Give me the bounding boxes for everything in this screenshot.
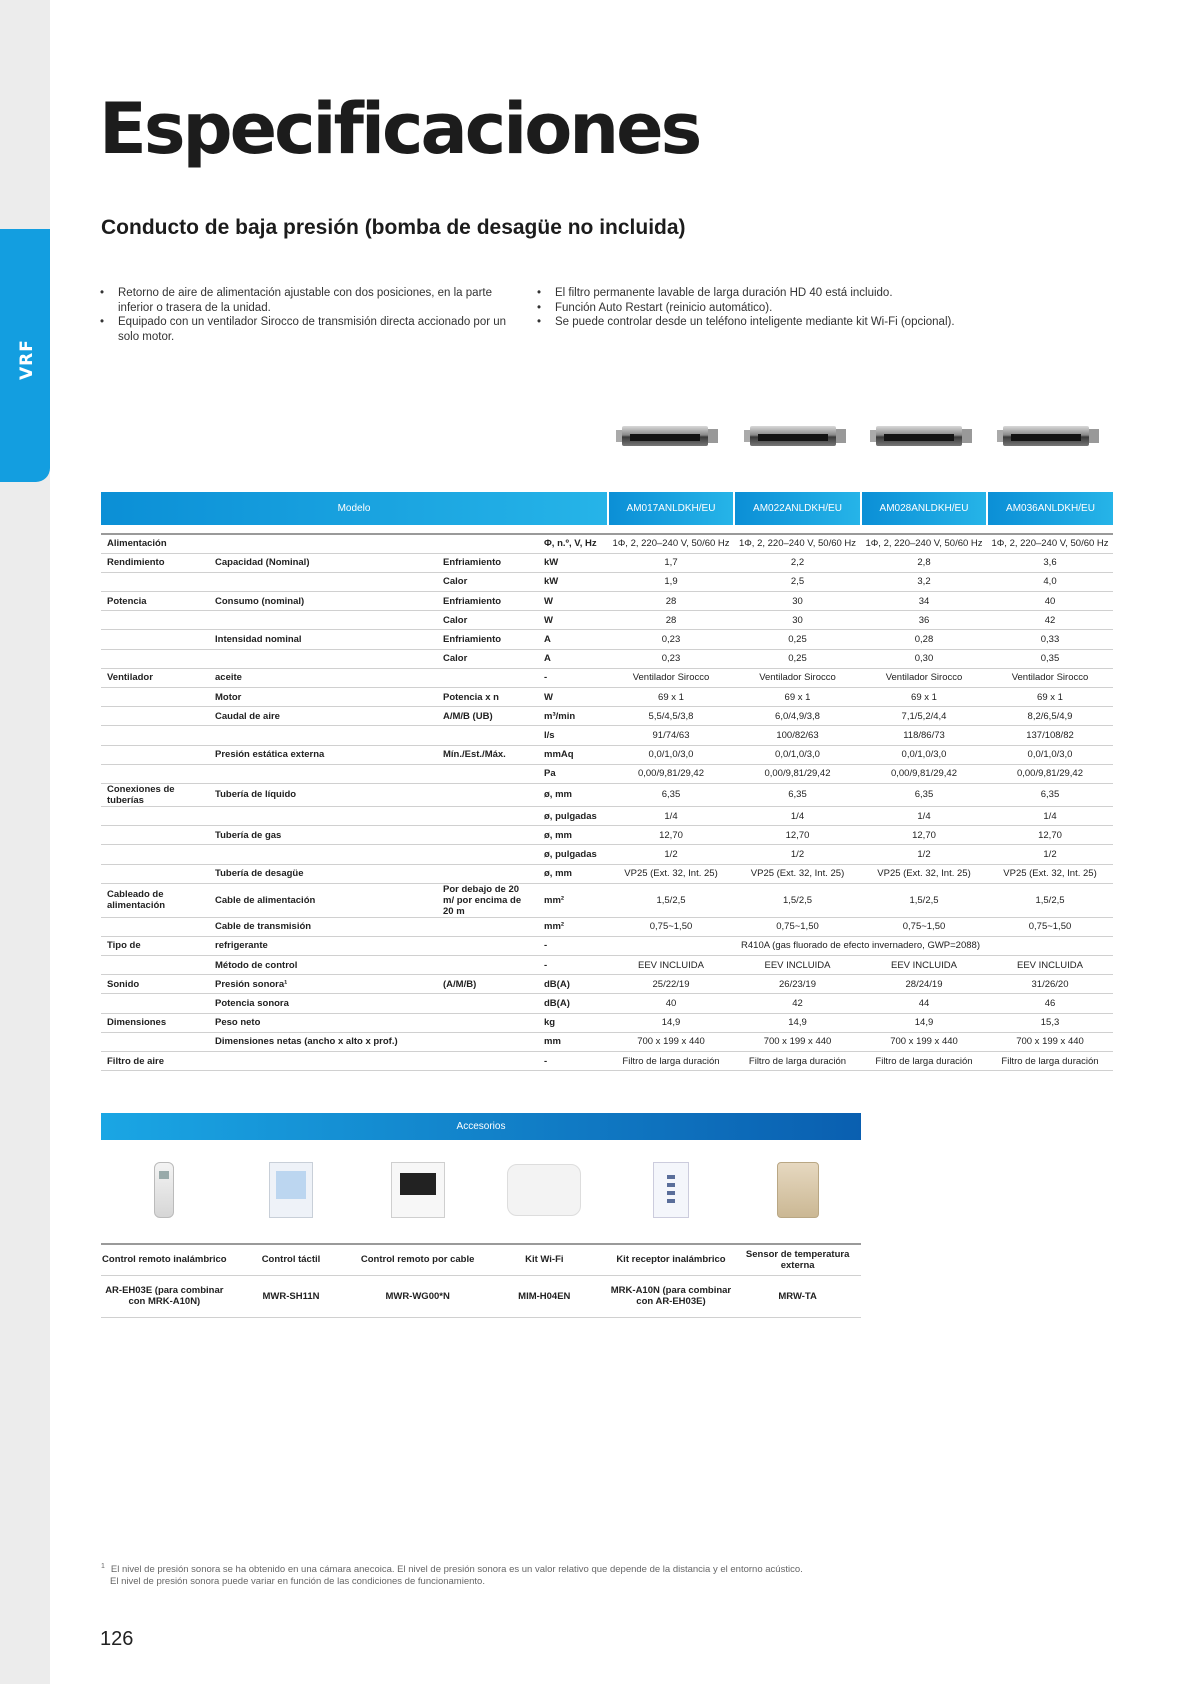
spec-value: 118/86/73 (861, 726, 987, 745)
spec-value: 1/2 (734, 845, 861, 864)
spec-row (101, 553, 1113, 572)
spec-cell-c4: W (538, 688, 608, 707)
spec-row (101, 745, 1113, 764)
spec-cell-c1: Conexiones de tuberías (101, 783, 209, 806)
spec-value: 700 x 199 x 440 (608, 1032, 734, 1051)
spec-value: 40 (608, 994, 734, 1013)
feature-item: • Función Auto Restart (reinicio automático). (537, 301, 1037, 316)
spec-cell-c4: m³/min (538, 707, 608, 726)
spec-value: EEV INCLUIDA (861, 956, 987, 975)
spec-value: 1,5/2,5 (987, 883, 1113, 917)
spec-value: 2,5 (734, 572, 861, 591)
spec-cell-c3: A/M/B (UB) (437, 707, 538, 726)
spec-row (101, 783, 1113, 806)
spec-value: 31/26/20 (987, 975, 1113, 994)
spec-cell-c4: W (538, 611, 608, 630)
spec-cell-c1: Rendimiento (101, 553, 209, 572)
spec-value: 0,0/1,0/3,0 (734, 745, 861, 764)
spec-cell-c3 (437, 806, 538, 825)
spec-row (101, 864, 1113, 883)
spec-merged-value: R410A (gas fluorado de efecto invernadero, GWP=2088) (608, 936, 1113, 955)
spec-value: 28 (608, 611, 734, 630)
spec-cell-c4: ø, pulgadas (538, 845, 608, 864)
spec-value: 69 x 1 (861, 688, 987, 707)
footnote (101, 1561, 1001, 1588)
spec-cell-c3 (437, 764, 538, 783)
spec-cell-c1 (101, 864, 209, 883)
spec-cell-c4: mmAq (538, 745, 608, 764)
spec-value: 34 (861, 592, 987, 611)
spec-cell-c2: Capacidad (Nominal) (209, 553, 437, 572)
spec-value: 1,7 (608, 553, 734, 572)
wireless-receiver-icon (653, 1162, 689, 1218)
accessory-name: Kit receptor inalámbrico (608, 1244, 735, 1275)
spec-value: 26/23/19 (734, 975, 861, 994)
spec-value: 6,35 (608, 783, 734, 806)
spec-value: Filtro de larga duración (734, 1052, 861, 1071)
footnote-line: El nivel de presión sonora se ha obtenido en una cámara anecoica. El nivel de presión sonora es un valor relativo que depende de la distancia y el entorno acústico. (110, 1564, 803, 1576)
spec-value: 1/4 (861, 806, 987, 825)
spec-cell-c3: Mín./Est./Máx. (437, 745, 538, 764)
spec-row (101, 688, 1113, 707)
spec-value: 1Φ, 2, 220–240 V, 50/60 Hz (987, 534, 1113, 553)
spec-value: 25/22/19 (608, 975, 734, 994)
spec-value: 1/4 (987, 806, 1113, 825)
accessory-name: Control táctil (228, 1244, 355, 1275)
spec-value: Ventilador Sirocco (861, 668, 987, 687)
spec-cell-c4: - (538, 956, 608, 975)
spec-cell-c3 (437, 1032, 538, 1051)
spec-cell-c4: ø, mm (538, 826, 608, 845)
spec-value: VP25 (Ext. 32, Int. 25) (734, 864, 861, 883)
product-subtitle: Conducto de baja presión (bomba de desagüe no incluida) (101, 216, 686, 239)
spec-cell-c1 (101, 826, 209, 845)
spec-value: 0,75~1,50 (987, 917, 1113, 936)
spec-value: 91/74/63 (608, 726, 734, 745)
footnote-line: El nivel de presión sonora puede variar en función de las condiciones de funcionamiento. (110, 1576, 485, 1588)
spec-value: 6,35 (734, 783, 861, 806)
spec-cell-c1: Ventilador (101, 668, 209, 687)
spec-cell-c3: Por debajo de 20 m/ por encima de 20 m (437, 883, 538, 917)
spec-cell-c2: refrigerante (209, 936, 437, 955)
spec-cell-c1: Cableado de alimentación (101, 883, 209, 917)
spec-row (101, 994, 1113, 1013)
spec-value: 700 x 199 x 440 (861, 1032, 987, 1051)
spec-value: 1/2 (608, 845, 734, 864)
feature-item: • El filtro permanente lavable de larga duración HD 40 está incluido. (537, 286, 1037, 301)
spec-cell-c2: Intensidad nominal (209, 630, 437, 649)
spec-value: 1,5/2,5 (734, 883, 861, 917)
spec-value: 0,75~1,50 (608, 917, 734, 936)
feature-item: • Equipado con un ventilador Sirocco de transmisión directa accionado por un solo motor. (100, 315, 520, 344)
model-header: Modelo (101, 492, 608, 525)
spec-cell-c1: Filtro de aire (101, 1052, 209, 1071)
spec-row (101, 975, 1113, 994)
spec-value: 0,75~1,50 (734, 917, 861, 936)
spec-value: 700 x 199 x 440 (987, 1032, 1113, 1051)
spec-value: 14,9 (861, 1013, 987, 1032)
duct-unit-image (616, 420, 720, 454)
spec-cell-c4: W (538, 592, 608, 611)
spec-header-row (101, 492, 1113, 525)
spec-cell-c2: Consumo (nominal) (209, 592, 437, 611)
footnote-marker: 1 (101, 1563, 105, 1570)
spec-cell-c3 (437, 994, 538, 1013)
spec-cell-c2 (209, 806, 437, 825)
spec-cell-c3: Potencia x n (437, 688, 538, 707)
spec-value: 0,0/1,0/3,0 (861, 745, 987, 764)
spec-cell-c3 (437, 917, 538, 936)
spec-cell-c2: Cable de alimentación (209, 883, 437, 917)
spec-cell-c3: (A/M/B) (437, 975, 538, 994)
spec-value: 12,70 (734, 826, 861, 845)
spec-value: Ventilador Sirocco (734, 668, 861, 687)
spec-cell-c4: mm² (538, 917, 608, 936)
spec-value: 6,35 (987, 783, 1113, 806)
spec-value: 1/4 (608, 806, 734, 825)
spec-row (101, 764, 1113, 783)
spec-value: 0,00/9,81/29,42 (861, 764, 987, 783)
spec-value: 42 (734, 994, 861, 1013)
spec-value: Filtro de larga duración (987, 1052, 1113, 1071)
spec-value: 42 (987, 611, 1113, 630)
spec-cell-c4: - (538, 668, 608, 687)
spec-value: 100/82/63 (734, 726, 861, 745)
spec-cell-c2: Peso neto (209, 1013, 437, 1032)
spec-row (101, 1013, 1113, 1032)
spec-row (101, 630, 1113, 649)
spec-value: VP25 (Ext. 32, Int. 25) (987, 864, 1113, 883)
spec-cell-c2 (209, 1052, 437, 1071)
spec-row (101, 826, 1113, 845)
spec-value: 700 x 199 x 440 (734, 1032, 861, 1051)
spec-value: Filtro de larga duración (608, 1052, 734, 1071)
spec-value: 0,25 (734, 649, 861, 668)
spec-cell-c4: A (538, 649, 608, 668)
spec-value: 0,23 (608, 630, 734, 649)
accessory-name: Control remoto inalámbrico (101, 1244, 228, 1275)
page-title: Especificaciones (99, 88, 700, 170)
spec-cell-c2 (209, 764, 437, 783)
spec-cell-c3 (437, 864, 538, 883)
spec-value: 28 (608, 592, 734, 611)
accessory-code: MRW-TA (734, 1275, 861, 1317)
spec-cell-c3 (437, 668, 538, 687)
spec-cell-c3 (437, 726, 538, 745)
spec-value: 12,70 (861, 826, 987, 845)
spec-row (101, 572, 1113, 591)
spec-value: 36 (861, 611, 987, 630)
spec-cell-c2: Presión sonora¹ (209, 975, 437, 994)
spec-value: 30 (734, 592, 861, 611)
feature-list-right (537, 286, 1037, 330)
spec-cell-c3: Calor (437, 572, 538, 591)
accessory-code: AR-EH03E (para combinar con MRK-A10N) (101, 1275, 228, 1317)
spec-value: 1Φ, 2, 220–240 V, 50/60 Hz (861, 534, 987, 553)
spec-value: 0,00/9,81/29,42 (608, 764, 734, 783)
spec-cell-c1 (101, 611, 209, 630)
spec-value: VP25 (Ext. 32, Int. 25) (861, 864, 987, 883)
spec-cell-c2: Dimensiones netas (ancho x alto x prof.) (209, 1032, 437, 1051)
spec-value: 137/108/82 (987, 726, 1113, 745)
spec-value: 14,9 (608, 1013, 734, 1032)
spec-value: 0,00/9,81/29,42 (734, 764, 861, 783)
duct-unit-image (744, 420, 848, 454)
spec-cell-c2 (209, 572, 437, 591)
spec-value: 1/2 (987, 845, 1113, 864)
spec-cell-c3 (437, 826, 538, 845)
accessory-code: MIM-H04EN (481, 1275, 608, 1317)
spec-value: 12,70 (987, 826, 1113, 845)
spec-row (101, 726, 1113, 745)
spec-value: 2,2 (734, 553, 861, 572)
spec-value: 1/4 (734, 806, 861, 825)
spec-value: 30 (734, 611, 861, 630)
spec-cell-c2 (209, 649, 437, 668)
spec-row (101, 611, 1113, 630)
spec-cell-c1 (101, 764, 209, 783)
spec-value: 2,8 (861, 553, 987, 572)
spec-row (101, 1032, 1113, 1051)
spec-value: 14,9 (734, 1013, 861, 1032)
spec-cell-c4: kW (538, 553, 608, 572)
spec-cell-c1 (101, 688, 209, 707)
spec-cell-c4: mm² (538, 883, 608, 917)
feature-item: • Se puede controlar desde un teléfono inteligente mediante kit Wi-Fi (opcional). (537, 315, 1037, 330)
spec-cell-c2: Tubería de desagüe (209, 864, 437, 883)
spec-cell-c3 (437, 534, 538, 553)
section-tab-label: VRF (17, 339, 37, 380)
spec-cell-c3: Enfriamiento (437, 630, 538, 649)
feature-list-left (100, 286, 520, 344)
spec-cell-c1 (101, 726, 209, 745)
spec-value: 12,70 (608, 826, 734, 845)
wired-remote-icon (391, 1162, 445, 1218)
spec-cell-c4: dB(A) (538, 994, 608, 1013)
spec-value: 0,75~1,50 (861, 917, 987, 936)
spec-value: 0,23 (608, 649, 734, 668)
accessories-table (101, 1113, 861, 1318)
spec-cell-c1 (101, 572, 209, 591)
spec-cell-c4: A (538, 630, 608, 649)
spec-cell-c4: dB(A) (538, 975, 608, 994)
spec-cell-c4: Φ, n.º, V, Hz (538, 534, 608, 553)
spec-value: 3,2 (861, 572, 987, 591)
spec-cell-c4: kW (538, 572, 608, 591)
spec-cell-c2 (209, 726, 437, 745)
spec-cell-c1 (101, 707, 209, 726)
spec-value: EEV INCLUIDA (734, 956, 861, 975)
spec-value: 0,33 (987, 630, 1113, 649)
spec-cell-c2: Potencia sonora (209, 994, 437, 1013)
spec-row (101, 956, 1113, 975)
spec-value: Filtro de larga duración (861, 1052, 987, 1071)
spec-cell-c4: ø, mm (538, 864, 608, 883)
accessory-code: MWR-SH11N (228, 1275, 355, 1317)
spec-cell-c3 (437, 936, 538, 955)
accessory-code: MWR-WG00*N (354, 1275, 481, 1317)
spec-value: EEV INCLUIDA (987, 956, 1113, 975)
wifi-kit-icon (507, 1164, 581, 1216)
spec-cell-c1 (101, 649, 209, 668)
page-number: 126 (100, 1628, 134, 1650)
spec-value: 0,0/1,0/3,0 (987, 745, 1113, 764)
spec-cell-c1: Tipo de (101, 936, 209, 955)
spec-cell-c1 (101, 745, 209, 764)
spec-cell-c4: Pa (538, 764, 608, 783)
spec-cell-c3 (437, 1013, 538, 1032)
spec-cell-c2 (209, 845, 437, 864)
spec-value: 6,0/4,9/3,8 (734, 707, 861, 726)
spec-cell-c3 (437, 783, 538, 806)
model-column-header: AM036ANLDKH/EU (987, 492, 1113, 525)
spec-cell-c4: - (538, 1052, 608, 1071)
spec-row (101, 806, 1113, 825)
spec-value: Ventilador Sirocco (987, 668, 1113, 687)
spec-row (101, 1052, 1113, 1071)
spec-cell-c1 (101, 956, 209, 975)
spec-cell-c1 (101, 806, 209, 825)
spec-cell-c3: Enfriamiento (437, 592, 538, 611)
spec-row (101, 917, 1113, 936)
spec-row (101, 649, 1113, 668)
spec-value: 8,2/6,5/4,9 (987, 707, 1113, 726)
spec-cell-c1: Dimensiones (101, 1013, 209, 1032)
wireless-remote-icon (154, 1162, 174, 1218)
spec-value: 46 (987, 994, 1113, 1013)
spec-cell-c4: ø, pulgadas (538, 806, 608, 825)
duct-unit-image (997, 420, 1101, 454)
spec-cell-c4: kg (538, 1013, 608, 1032)
spec-value: 0,0/1,0/3,0 (608, 745, 734, 764)
duct-unit-image (870, 420, 974, 454)
spec-value: 0,25 (734, 630, 861, 649)
spec-cell-c2: Tubería de gas (209, 826, 437, 845)
spec-cell-c2: aceite (209, 668, 437, 687)
spec-cell-c3: Calor (437, 611, 538, 630)
spec-cell-c4: mm (538, 1032, 608, 1051)
spec-cell-c2: Método de control (209, 956, 437, 975)
feature-item: • Retorno de aire de alimentación ajustable con dos posiciones, en la parte inferior o trasera de la unidad. (100, 286, 520, 315)
spec-cell-c1 (101, 917, 209, 936)
spec-value: 0,00/9,81/29,42 (987, 764, 1113, 783)
accessory-code: MRK-A10N (para combinar con AR-EH03E) (608, 1275, 735, 1317)
spec-cell-c4: l/s (538, 726, 608, 745)
spec-value: 1,5/2,5 (608, 883, 734, 917)
spec-row (101, 883, 1113, 917)
spec-table (101, 492, 1113, 1071)
spec-value: 0,35 (987, 649, 1113, 668)
spec-cell-c3: Enfriamiento (437, 553, 538, 572)
spec-value: 6,35 (861, 783, 987, 806)
spec-value: 69 x 1 (734, 688, 861, 707)
spec-value: 7,1/5,2/4,4 (861, 707, 987, 726)
spec-value: 1,9 (608, 572, 734, 591)
spec-value: 40 (987, 592, 1113, 611)
spec-value: 44 (861, 994, 987, 1013)
accessory-name: Control remoto por cable (354, 1244, 481, 1275)
spec-cell-c1 (101, 845, 209, 864)
spec-cell-c2: Motor (209, 688, 437, 707)
spec-cell-c3 (437, 956, 538, 975)
model-column-header: AM017ANLDKH/EU (608, 492, 734, 525)
model-column-header: AM022ANLDKH/EU (734, 492, 861, 525)
spec-row (101, 707, 1113, 726)
spec-value: 3,6 (987, 553, 1113, 572)
spec-value: 0,30 (861, 649, 987, 668)
spec-row (101, 668, 1113, 687)
spec-value: 0,28 (861, 630, 987, 649)
spec-cell-c3 (437, 845, 538, 864)
spec-cell-c2: Tubería de líquido (209, 783, 437, 806)
spec-value: 69 x 1 (608, 688, 734, 707)
external-sensor-icon (777, 1162, 819, 1218)
spec-cell-c2: Caudal de aire (209, 707, 437, 726)
spec-value: VP25 (Ext. 32, Int. 25) (608, 864, 734, 883)
spec-row (101, 845, 1113, 864)
spec-cell-c2: Cable de transmisión (209, 917, 437, 936)
spec-value: 1Φ, 2, 220–240 V, 50/60 Hz (734, 534, 861, 553)
spec-cell-c1 (101, 994, 209, 1013)
spec-value: 28/24/19 (861, 975, 987, 994)
accessory-name: Kit Wi-Fi (481, 1244, 608, 1275)
spec-cell-c4: ø, mm (538, 783, 608, 806)
spec-value: 4,0 (987, 572, 1113, 591)
accessories-header: Accesorios (101, 1113, 861, 1140)
spec-cell-c4: - (538, 936, 608, 955)
model-column-header: AM028ANLDKH/EU (861, 492, 987, 525)
spec-row (101, 534, 1113, 553)
spec-cell-c3: Calor (437, 649, 538, 668)
spec-row (101, 592, 1113, 611)
spec-cell-c3 (437, 1052, 538, 1071)
spec-value: 1/2 (861, 845, 987, 864)
spec-cell-c1: Potencia (101, 592, 209, 611)
spec-cell-c1: Sonido (101, 975, 209, 994)
spec-value: 5,5/4,5/3,8 (608, 707, 734, 726)
spec-cell-c1 (101, 1032, 209, 1051)
spec-value: EEV INCLUIDA (608, 956, 734, 975)
spec-cell-c1: Alimentación (101, 534, 209, 553)
spec-value: Ventilador Sirocco (608, 668, 734, 687)
touch-controller-icon (269, 1162, 313, 1218)
spec-value: 15,3 (987, 1013, 1113, 1032)
spec-cell-c2 (209, 534, 437, 553)
spec-value: 69 x 1 (987, 688, 1113, 707)
spec-cell-c1 (101, 630, 209, 649)
spec-value: 1,5/2,5 (861, 883, 987, 917)
spec-value: 1Φ, 2, 220–240 V, 50/60 Hz (608, 534, 734, 553)
spec-cell-c2: Presión estática externa (209, 745, 437, 764)
spec-row (101, 936, 1113, 955)
spec-cell-c2 (209, 611, 437, 630)
accessory-name: Sensor de temperatura externa (734, 1244, 861, 1275)
